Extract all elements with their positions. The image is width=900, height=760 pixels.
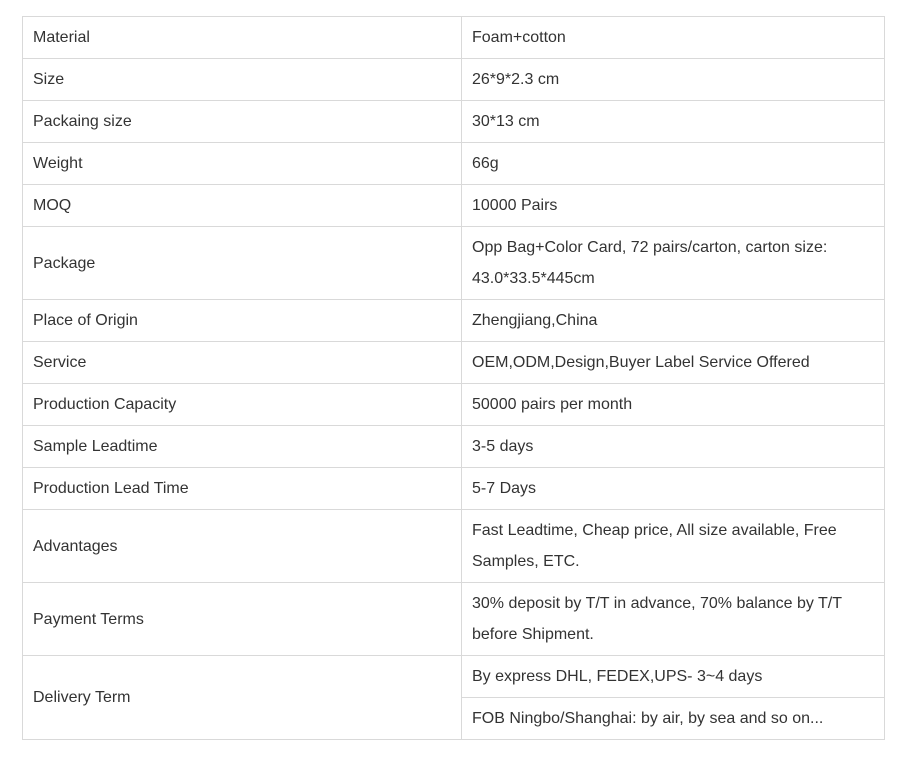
table-row	[23, 101, 885, 143]
table-row	[23, 426, 885, 468]
spec-table-container	[22, 16, 885, 740]
table-row	[23, 59, 885, 101]
table-row	[23, 656, 885, 698]
row-value: By express DHL, FEDEX,UPS- 3~4 days	[462, 656, 885, 698]
row-value: 30% deposit by T/T in advance, 70% balance by T/T before Shipment.	[462, 583, 885, 656]
table-row	[23, 300, 885, 342]
row-label: Production Lead Time	[23, 468, 462, 510]
row-value: 66g	[462, 143, 885, 185]
row-value: FOB Ningbo/Shanghai: by air, by sea and so on...	[462, 698, 885, 740]
row-label: Payment Terms	[23, 583, 462, 656]
row-value: Foam+cotton	[462, 17, 885, 59]
table-row	[23, 342, 885, 384]
row-label: Package	[23, 227, 462, 300]
row-label: Packaing size	[23, 101, 462, 143]
row-value: 3-5 days	[462, 426, 885, 468]
row-value: 5-7 Days	[462, 468, 885, 510]
row-value: 10000 Pairs	[462, 185, 885, 227]
row-label: Sample Leadtime	[23, 426, 462, 468]
table-row	[23, 143, 885, 185]
table-row	[23, 583, 885, 656]
row-label: Advantages	[23, 510, 462, 583]
table-row	[23, 468, 885, 510]
product-spec-table	[22, 16, 885, 740]
row-label: Material	[23, 17, 462, 59]
table-row	[23, 185, 885, 227]
row-label: MOQ	[23, 185, 462, 227]
row-label: Service	[23, 342, 462, 384]
row-label: Delivery Term	[23, 656, 462, 740]
row-value: 50000 pairs per month	[462, 384, 885, 426]
row-value: 30*13 cm	[462, 101, 885, 143]
row-value: 26*9*2.3 cm	[462, 59, 885, 101]
row-label: Size	[23, 59, 462, 101]
row-value: Fast Leadtime, Cheap price, All size available, Free Samples, ETC.	[462, 510, 885, 583]
row-label: Place of Origin	[23, 300, 462, 342]
table-row	[23, 227, 885, 300]
table-row	[23, 510, 885, 583]
table-row	[23, 17, 885, 59]
row-value: Zhengjiang,China	[462, 300, 885, 342]
row-value: OEM,ODM,Design,Buyer Label Service Offered	[462, 342, 885, 384]
row-value: Opp Bag+Color Card, 72 pairs/carton, carton size: 43.0*33.5*445cm	[462, 227, 885, 300]
table-row	[23, 384, 885, 426]
row-label: Production Capacity	[23, 384, 462, 426]
row-label: Weight	[23, 143, 462, 185]
